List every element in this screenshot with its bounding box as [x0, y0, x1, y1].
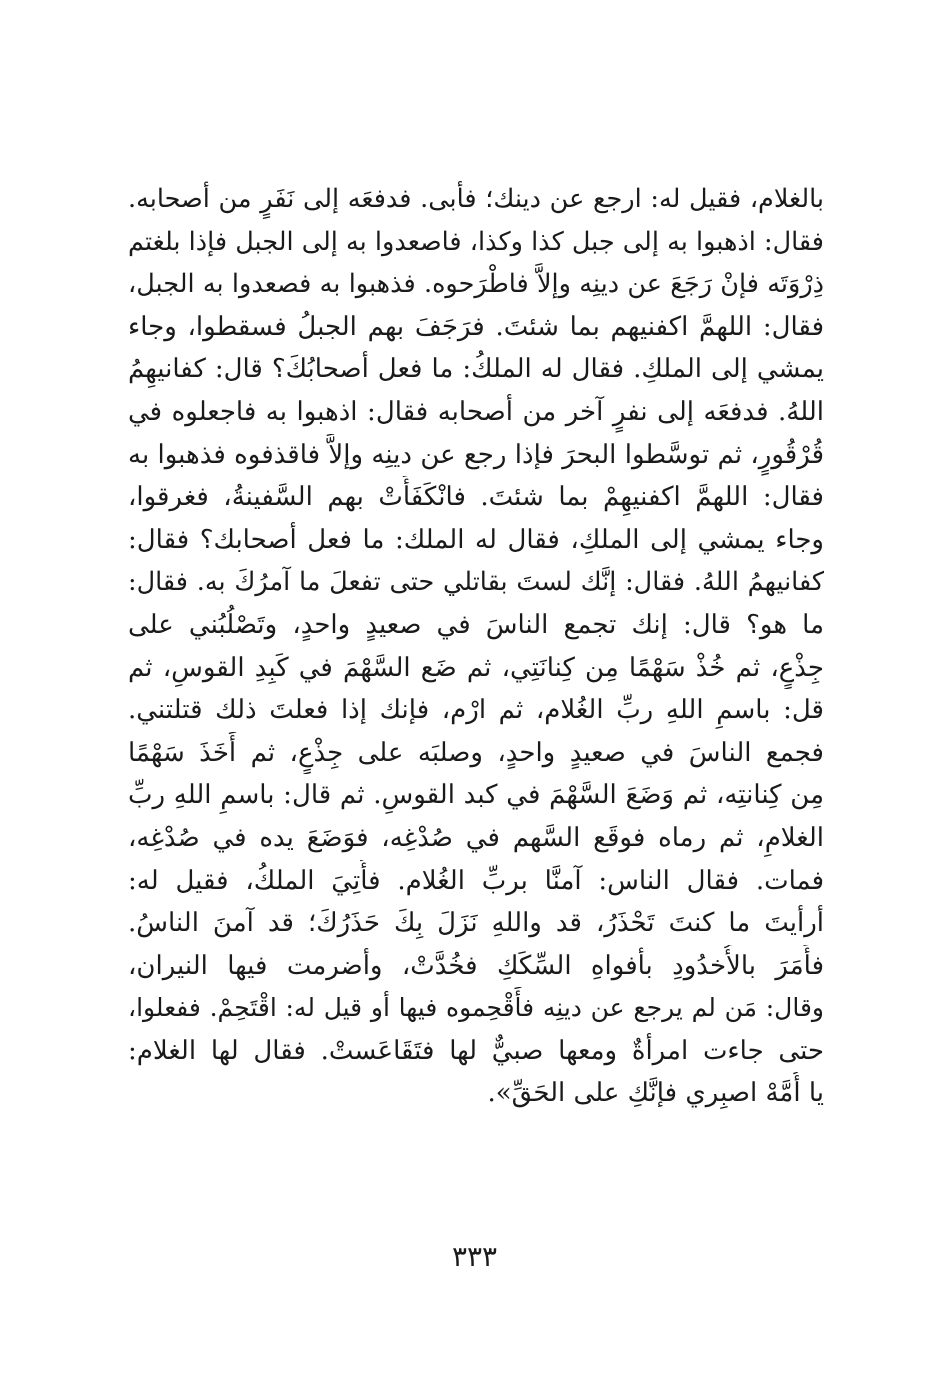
text-line: يا أُمَّهْ اصبِري فإنَّكِ على الحَقِّ».	[487, 1078, 824, 1109]
text-line: فقال: اذهبوا به إلى جبل كذا وكذا، فاصعدوا به إلى الجبل فإذا بلغتم	[128, 226, 824, 257]
text-line: جِذْعٍ، ثم خُذْ سَهْمًا مِن كِنانَتِي، ثم ضَع السَّهْمَ في كَبِدِ القوسِ، ثم	[128, 652, 824, 683]
body-text	[128, 178, 824, 1115]
text-line: مِن كِنانتِه، ثم وَضَعَ السَّهْمَ في كبد القوسِ. ثم قال: باسمِ اللهِ ربِّ	[128, 780, 824, 811]
text-line: اللهُ. فدفعَه إلى نفرٍ آخر من أصحابه فقال: اذهبوا به فاجعلوه في	[128, 396, 824, 427]
text-line: فمات. فقال الناس: آمنَّا بربِّ الغُلام. فأُتِيَ الملكُ، فقيل له:	[128, 865, 824, 896]
text-line: حتى جاءت امرأةٌ ومعها صبيٌّ لها فتَقَاعَستْ. فقال لها الغلام:	[128, 1035, 824, 1066]
text-line: فقال: اللهمَّ اكفنيهم بما شئتَ. فرَجَفَ بهم الجبلُ فسقطوا، وجاء	[128, 311, 824, 342]
text-line: الغلامِ، ثم رماه فوقَع السَّهم في صُدْغِه، فوَضَعَ يده في صُدْغِه،	[128, 822, 824, 853]
page-number: ٣٣٣	[451, 1240, 498, 1273]
text-line: ذِرْوَتَه فإنْ رَجَعَ عن دينِه وإلاَّ فاطْرَحوه. فذهبوا به فصعدوا به الجبل،	[128, 269, 824, 300]
text-line: يمشي إلى الملكِ. فقال له الملكُ: ما فعل أصحابُكَ؟ قال: كفانيهِمُ	[128, 354, 824, 385]
text-line: أرأيتَ ما كنتَ تَحْذَرُ، قد واللهِ نَزَلَ بِكَ حَذَرُكَ؛ قد آمنَ الناسُ.	[128, 908, 824, 939]
text-line: بالغلام، فقيل له: ارجع عن دينك؛ فأبى. فدفعَه إلى نَفَرٍ من أصحابه.	[128, 184, 824, 214]
text-line: قل: باسمِ اللهِ ربِّ الغُلام، ثم ارْم، فإنك إذا فعلتَ ذلك قتلتني.	[128, 695, 824, 726]
text-line: ما هو؟ قال: إنك تجمع الناسَ في صعيدٍ واحدٍ، وتَصْلُبُني على	[128, 609, 824, 640]
text-line: وقال: مَن لم يرجع عن دينِه فأَقْحِموه فيها أو قيل له: اقْتَحِمْ. ففعلوا،	[128, 993, 824, 1023]
text-line: فقال: اللهمَّ اكفنيهِمْ بما شئتَ. فانْكَفَأَتْ بهم السَّفينةُ، فغرقوا،	[128, 482, 824, 513]
text-line: قُرْقُورٍ، ثم توسَّطوا البحرَ فإذا رجع عن دينِه وإلاَّ فاقذفوه فذهبوا به	[128, 439, 824, 470]
text-line: وجاء يمشي إلى الملكِ، فقال له الملك: ما فعل أصحابك؟ فقال:	[128, 524, 824, 555]
text-line: كفانيهمُ اللهُ. فقال: إنَّك لستَ بقاتلي حتى تفعلَ ما آمرُكَ به. فقال:	[128, 567, 824, 598]
text-line: فأَمَرَ بالأُخدُودِ بأفواهِ السِّكَكِ فخُدَّتْ، وأضرمت فيها النيران،	[128, 950, 824, 981]
text-line: فجمع الناسَ في صعيدٍ واحدٍ، وصلبَه على جِذْعٍ، ثم أَخَذَ سَهْمًا	[128, 737, 824, 768]
